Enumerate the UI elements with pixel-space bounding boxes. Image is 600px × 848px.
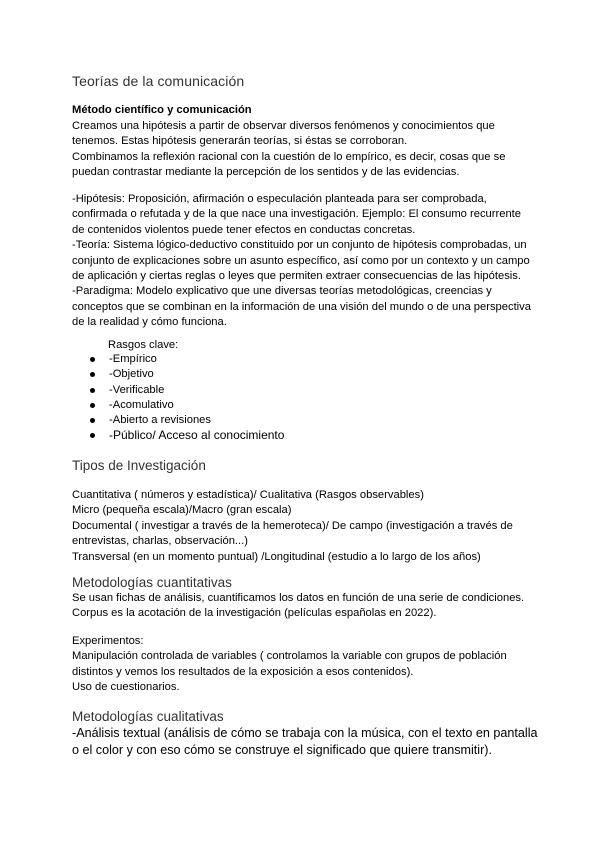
- text-line: tenemos. Estas hipótesis generarán teorías, si éstas se corroboran.: [72, 135, 408, 148]
- bullet-icon: [90, 388, 95, 393]
- experimentos-label: Experimentos:: [72, 635, 144, 647]
- text-line: -Análisis textual (análisis de cómo se trabaja con la música, con el texto en pantalla: [72, 726, 538, 740]
- paragraph-experimentos: [72, 634, 532, 696]
- text-line: Combinamos la reflexión racional con la cuestión de lo empírico, es decir, cosas que se: [72, 150, 506, 163]
- bullet-icon: [90, 433, 95, 438]
- text-line: confirmada o refutada y de la que nace una investigación. Ejemplo: El consumo recurrente: [72, 208, 522, 221]
- paragraph-tipos: [72, 488, 532, 565]
- text-line: distintos y vemos los resultados de la exposición a esos contenidos).: [72, 665, 414, 678]
- section-heading-tipos: Tipos de Investigación: [72, 458, 206, 473]
- paragraph-intro: [72, 119, 532, 181]
- text-line: entrevistas, charlas, observación...): [72, 535, 248, 548]
- text-line: o el color y con eso cómo se construye el significado que quiere transmitir).: [72, 743, 492, 757]
- section-heading-cuantitativas: Metodologías cuantitativas: [72, 575, 232, 590]
- section-heading-cualitativas: Metodologías cualitativas: [72, 709, 224, 724]
- text-line: -Paradigma: Modelo explicativo que une diversas teorías metodológicas, creencias y: [72, 285, 492, 298]
- list-item: -Empírico: [72, 352, 284, 367]
- bullet-icon: [90, 403, 95, 408]
- text-line: de contenidos violentos puede tener efectos en conductas concretas.: [72, 223, 416, 236]
- text-line: -Teoría: Sistema lógico-deductivo constituido por un conjunto de hipótesis comprobadas, un: [72, 239, 527, 252]
- text-line: conceptos que se combinan en la información de una visión del mundo o de una perspectiva: [72, 300, 531, 313]
- text-line: Transversal (en un momento puntual) /Longitudinal (estudio a lo largo de los años): [72, 550, 481, 563]
- paragraph-definitions: [72, 192, 532, 331]
- list-item: -Abierto a revisiones: [72, 413, 284, 428]
- text-line: Se usan fichas de análisis, cuantificamos los datos en función de una serie de condiciones.: [72, 592, 525, 604]
- rasgos-list: [72, 352, 284, 444]
- list-item: -Objetivo: [72, 367, 284, 382]
- text-line: Creamos una hipótesis a partir de observar diversos fenómenos y conocimientos que: [72, 120, 495, 132]
- text-line: Documental ( investigar a través de la hemeroteca)/ De campo (investigación a través de: [72, 519, 513, 532]
- list-item: -Verificable: [72, 383, 284, 398]
- text-line: de la realidad y cómo funciona.: [72, 316, 227, 329]
- text-line: Corpus es la acotación de la investigación (películas españolas en 2022).: [72, 607, 437, 620]
- text-line: Micro (pequeña escala)/Macro (gran escala): [72, 504, 292, 517]
- text-line: Cuantitativa ( números y estadística)/ Cualitativa (Rasgos observables): [72, 489, 424, 501]
- bullet-icon: [90, 418, 95, 423]
- bullet-icon: [90, 372, 95, 377]
- paragraph-cualitativas: [72, 725, 538, 759]
- paragraph-cuantitativas: [72, 591, 532, 622]
- rasgos-label: Rasgos clave:: [108, 339, 179, 351]
- text-line: Uso de cuestionarios.: [72, 681, 180, 694]
- list-item: -Acomulativo: [72, 398, 284, 413]
- text-line: conjunto de explicaciones sobre un asunto específico, así como por un contexto y un campo: [72, 254, 530, 267]
- text-line: puedan contrastar mediante la percepción de los sentidos y de las evidencias.: [72, 166, 460, 179]
- section-heading-metodo: Método científico y comunicación: [72, 104, 252, 116]
- bullet-icon: [90, 357, 95, 362]
- page-title: Teorías de la comunicación: [72, 73, 245, 89]
- list-item: -Público/ Acceso al conocimiento: [72, 428, 284, 443]
- text-line: de aplicación y ciertas reglas o leyes que permiten extraer consecuencias de las hipótesis.: [72, 270, 521, 283]
- text-line: -Hipótesis: Proposición, afirmación o especulación planteada para ser comprobada,: [72, 193, 487, 205]
- text-line: Manipulación controlada de variables ( controlamos la variable con grupos de población: [72, 650, 507, 663]
